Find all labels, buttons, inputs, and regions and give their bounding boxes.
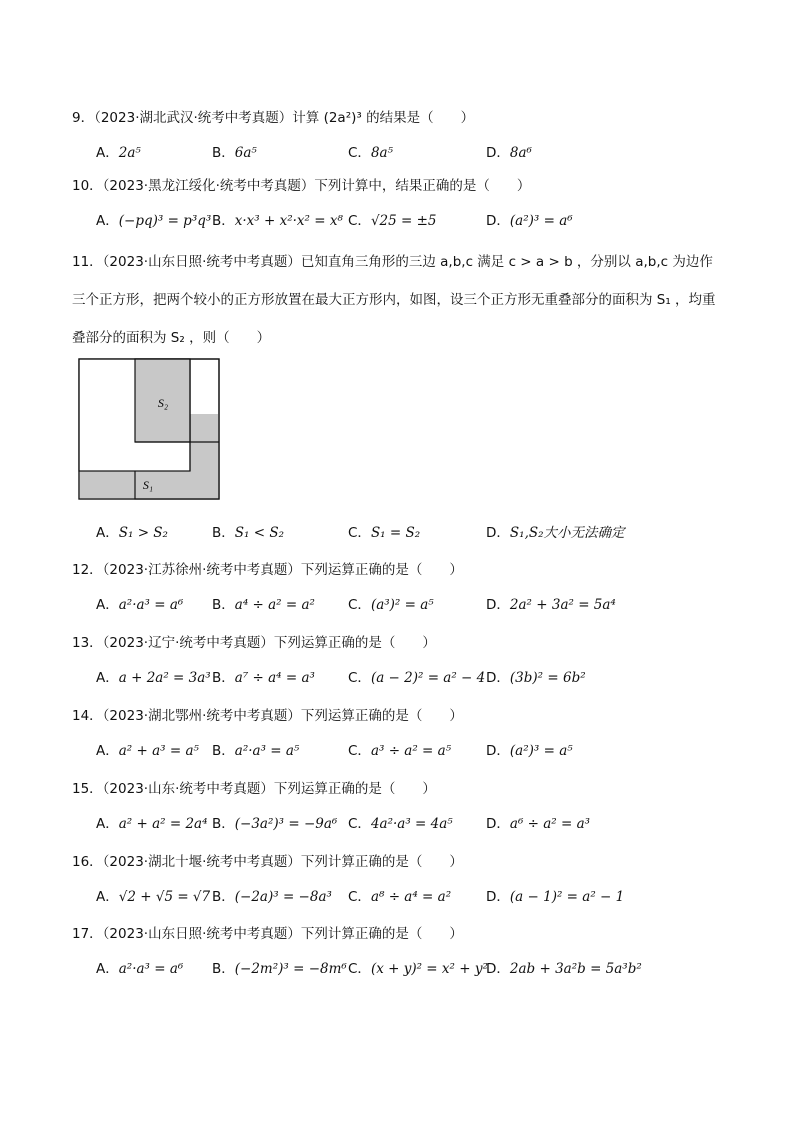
option-d[interactable]: D．8a⁶ — [486, 145, 532, 161]
option-c[interactable]: C．8a⁵ — [348, 145, 393, 161]
label-s2: S₂ — [157, 396, 169, 410]
question-17-stem: 17．（2023·山东日照·统考中考真题）下列计算正确的是（ ） — [72, 926, 463, 942]
squares-figure — [78, 358, 220, 500]
option-c[interactable]: C．√25 = ±5 — [348, 213, 437, 229]
option-c[interactable]: C．(a − 2)² = a² − 4 — [348, 670, 486, 686]
option-a[interactable]: A．a + 2a² = 3a³ — [96, 670, 211, 686]
option-c[interactable]: C．(x + y)² = x² + y² — [348, 961, 488, 977]
option-d[interactable]: D．(a − 1)² = a² − 1 — [486, 889, 625, 905]
option-b[interactable]: B．(−3a²)³ = −9a⁶ — [212, 816, 338, 832]
option-a[interactable]: A．√2 + √5 = √7 — [96, 889, 211, 905]
option-a[interactable]: A．2a⁵ — [96, 145, 141, 161]
option-d[interactable]: D．(a²)³ = a⁵ — [486, 743, 573, 759]
question-13-stem: 13．（2023·辽宁·统考中考真题）下列运算正确的是（ ） — [72, 635, 436, 651]
question-9-stem: 9．（2023·湖北武汉·统考中考真题）计算 (2a²)³ 的结果是（ ） — [72, 110, 475, 126]
option-d[interactable]: D．a⁶ ÷ a² = a³ — [486, 816, 591, 832]
option-a[interactable]: A．a²·a³ = a⁶ — [96, 597, 184, 613]
option-b[interactable]: B．S₁ < S₂ — [212, 525, 284, 541]
option-c[interactable]: C．a³ ÷ a² = a⁵ — [348, 743, 452, 759]
option-a[interactable]: A．S₁ > S₂ — [96, 525, 168, 541]
label-s1: S₁ — [142, 478, 154, 492]
option-b[interactable]: B．a²·a³ = a⁵ — [212, 743, 300, 759]
question-12-stem: 12．（2023·江苏徐州·统考中考真题）下列运算正确的是（ ） — [72, 562, 463, 578]
question-15-stem: 15．（2023·山东·统考中考真题）下列运算正确的是（ ） — [72, 781, 436, 797]
option-a[interactable]: A．(−pq)³ = p³q³ — [96, 213, 212, 229]
option-c[interactable]: C．S₁ = S₂ — [348, 525, 421, 541]
option-b[interactable]: B．a⁴ ÷ a² = a² — [212, 597, 315, 613]
option-d[interactable]: D．2ab + 3a²b = 5a³b² — [486, 961, 642, 977]
option-b[interactable]: B．x·x³ + x²·x² = x⁸ — [212, 213, 343, 229]
option-a[interactable]: A．a²·a³ = a⁶ — [96, 961, 184, 977]
option-b[interactable]: B．a⁷ ÷ a⁴ = a³ — [212, 670, 315, 686]
option-b[interactable]: B．6a⁵ — [212, 145, 257, 161]
option-d[interactable]: D．S₁,S₂大小无法确定 — [486, 525, 625, 541]
option-a[interactable]: A．a² + a² = 2a⁴ — [96, 816, 208, 832]
question-14-stem: 14．（2023·湖北鄂州·统考中考真题）下列运算正确的是（ ） — [72, 708, 463, 724]
option-c[interactable]: C．(a³)² = a⁵ — [348, 597, 434, 613]
option-d[interactable]: D．(a²)³ = a⁶ — [486, 213, 573, 229]
option-c[interactable]: C．a⁸ ÷ a⁴ = a² — [348, 889, 452, 905]
option-c[interactable]: C．4a²·a³ = 4a⁵ — [348, 816, 453, 832]
question-11-stem: 11．（2023·山东日照·统考中考真题）已知直角三角形的三边 a,b,c 满足 c > a > b ，分别以 a,b,c 为边作三个正方形，把两个较小的正方形放置在最大正方形内，如图，设三个正方形无重叠部分的面积为 S₁ ，均重叠部分的面积为 S₂ ，则（ ） — [72, 254, 716, 346]
option-d[interactable]: D．(3b)² = 6b² — [486, 670, 586, 686]
option-a[interactable]: A．a² + a³ = a⁵ — [96, 743, 199, 759]
question-10-stem: 10．（2023·黑龙江绥化·统考中考真题）下列计算中，结果正确的是（ ） — [72, 178, 531, 194]
option-b[interactable]: B．(−2a)³ = −8a³ — [212, 889, 332, 905]
option-b[interactable]: B．(−2m²)³ = −8m⁶ — [212, 961, 347, 977]
question-16-stem: 16．（2023·湖北十堰·统考中考真题）下列计算正确的是（ ） — [72, 854, 463, 870]
option-d[interactable]: D．2a² + 3a² = 5a⁴ — [486, 597, 616, 613]
